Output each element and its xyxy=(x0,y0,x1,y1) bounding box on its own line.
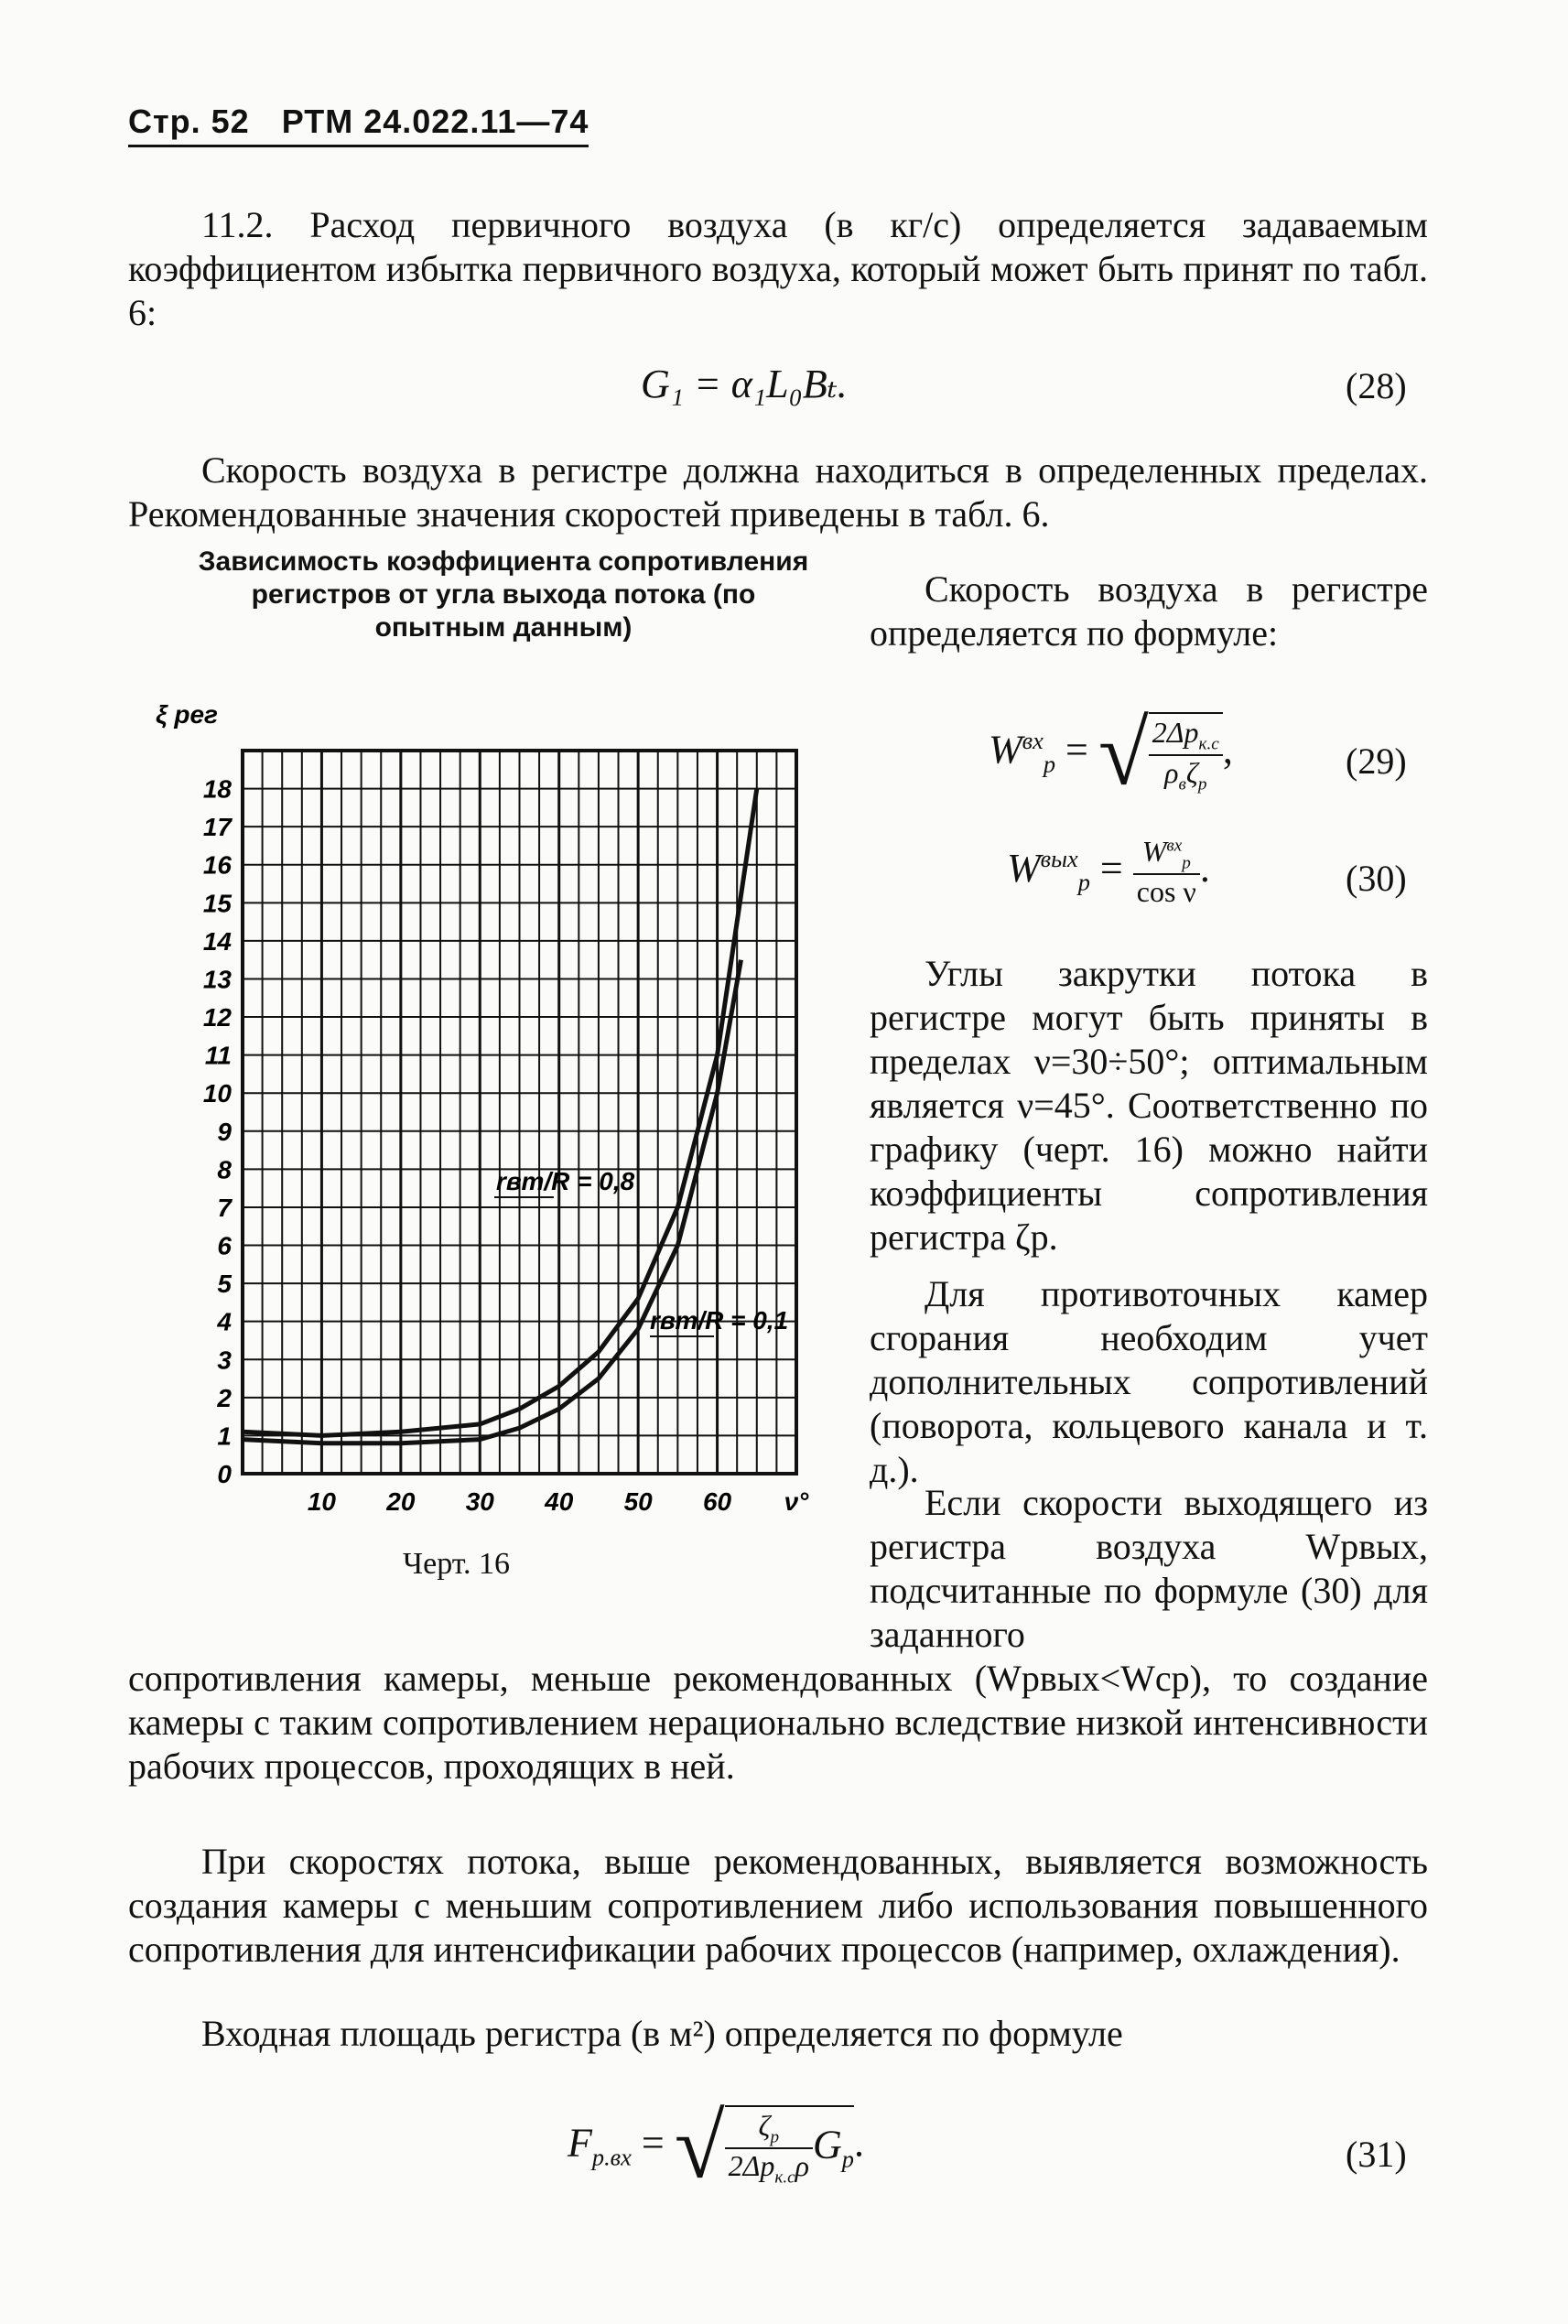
svg-text:rвт/R = 0,8: rвт/R = 0,8 xyxy=(496,1167,635,1195)
chart-x-ticks xyxy=(308,1487,809,1516)
y-tick-label: 2 xyxy=(217,1383,232,1412)
chart-y-ticks xyxy=(203,775,233,1488)
page-number: Стр. 52 xyxy=(128,103,250,140)
y-tick-label: 0 xyxy=(217,1460,232,1488)
y-tick-label: 8 xyxy=(217,1155,232,1184)
paragraph-2: Скорость воздуха в регистре должна находиться в определенных пределах. Рекомендованные значения скоростей приведены в табл. 6. xyxy=(128,449,1428,535)
y-tick-label: 13 xyxy=(202,965,232,994)
chart-title: Зависимость коэффициента сопротивления регистров от угла выхода потока (по опытным данным) xyxy=(198,546,809,643)
equation-30: $W^{вых}_р$ = $\frac{W^{вх}_р}{\text{cos ν}}$ . xyxy=(1007,835,1210,909)
y-tick-label: 17 xyxy=(202,813,232,842)
figure-label: Черт. 16 xyxy=(403,1547,511,1581)
x-tick-label: 30 xyxy=(465,1487,494,1516)
y-tick-label: 15 xyxy=(202,889,232,918)
y-tick-label: 5 xyxy=(217,1270,232,1299)
y-tick-label: 3 xyxy=(217,1346,232,1375)
x-tick-label: 60 xyxy=(702,1487,732,1516)
equation-29-number: (29) xyxy=(1346,740,1407,782)
x-tick-label: ν° xyxy=(784,1487,809,1516)
right-intro: Скорость воздуха в регистре определяется по формуле: xyxy=(870,568,1428,654)
paragraph-3: Углы закрутки потока в регистре могут быть приняты в пределах ν=30÷50°; оптимальным является ν=45°. Соответственно по графику (черт. 16) можно найти коэффициенты сопротивления регистра ζр. xyxy=(870,953,1428,1258)
equation-31-number: (31) xyxy=(1346,2134,1407,2175)
paragraph-6: При скоростях потока, выше рекомендованных, выявляется возможность создания камеры с меньшим сопротивлением либо использования повышенного сопротивления для интенсификации рабочих процессов (например, охлаждения). xyxy=(128,1841,1428,1970)
resistance-chart xyxy=(137,696,815,1519)
equation-30-number: (30) xyxy=(1346,858,1407,899)
y-tick-label: 12 xyxy=(202,1003,232,1032)
y-tick-label: 9 xyxy=(217,1117,232,1146)
y-tick-label: 7 xyxy=(217,1193,232,1222)
paragraph-7: Входная площадь регистра (в м²) определяется по формуле xyxy=(201,2013,1123,2054)
x-tick-label: 20 xyxy=(386,1487,416,1516)
standard-code: РТМ 24.022.11—74 xyxy=(281,103,589,140)
x-tick-label: 50 xyxy=(623,1487,653,1516)
equation-31: $F_{р.вх}$ = √ $\frac{\zeta_р}{2\Delta p_{к.с}\rho}$ $G_р$. xyxy=(568,2095,864,2198)
y-tick-label: 6 xyxy=(217,1231,232,1260)
y-tick-label: 1 xyxy=(217,1421,232,1451)
y-tick-label: 11 xyxy=(204,1041,232,1070)
annotation-08 xyxy=(494,1167,635,1197)
paragraph-4: Для противоточных камер сгорания необходим учет дополнительных сопротивлений (поворота, кольцевого канала и т. д.). xyxy=(870,1273,1428,1490)
x-tick-label: 10 xyxy=(307,1487,337,1516)
equation-28 xyxy=(641,361,848,407)
y-tick-label: 4 xyxy=(217,1307,232,1336)
y-tick-label: 10 xyxy=(202,1079,232,1108)
paragraph-1: 11.2. Расход первичного воздуха (в кг/с) определяется задаваемым коэффициентом избытка первичного воздуха, который может быть принят по табл. 6: xyxy=(128,204,1428,333)
paragraph-5b: сопротивления камеры, меньше рекомендованных (Wрвых<Wср), то создание камеры с таким сопротивлением нерационально вследствие низкой интенсивности рабочих процессов, проходящих в ней. xyxy=(128,1658,1428,1787)
page-header xyxy=(128,103,589,147)
svg-text:rвт/R = 0,1: rвт/R = 0,1 xyxy=(650,1306,789,1335)
y-tick-label: 14 xyxy=(202,926,232,956)
chart-y-label: ξ рег xyxy=(156,700,218,729)
y-tick-label: 18 xyxy=(202,774,232,804)
y-tick-label: 16 xyxy=(202,850,232,880)
equation-29: $W^{вх}_р$ = √ $\frac{2\Delta p_{к.с}}{\rho_в\zeta_р}$ , xyxy=(989,702,1233,805)
annotation-01 xyxy=(650,1306,788,1336)
equation-28-text: G₁ = α₁L₀Bₜ. xyxy=(641,362,848,406)
x-tick-label: 40 xyxy=(545,1487,574,1516)
series-line-1 xyxy=(243,960,741,1443)
equation-28-number: (28) xyxy=(1346,365,1407,406)
paragraph-5a: Если скорости выходящего из регистра воздуха Wрвых, подсчитанные по формуле (30) для заданного xyxy=(870,1482,1428,1655)
